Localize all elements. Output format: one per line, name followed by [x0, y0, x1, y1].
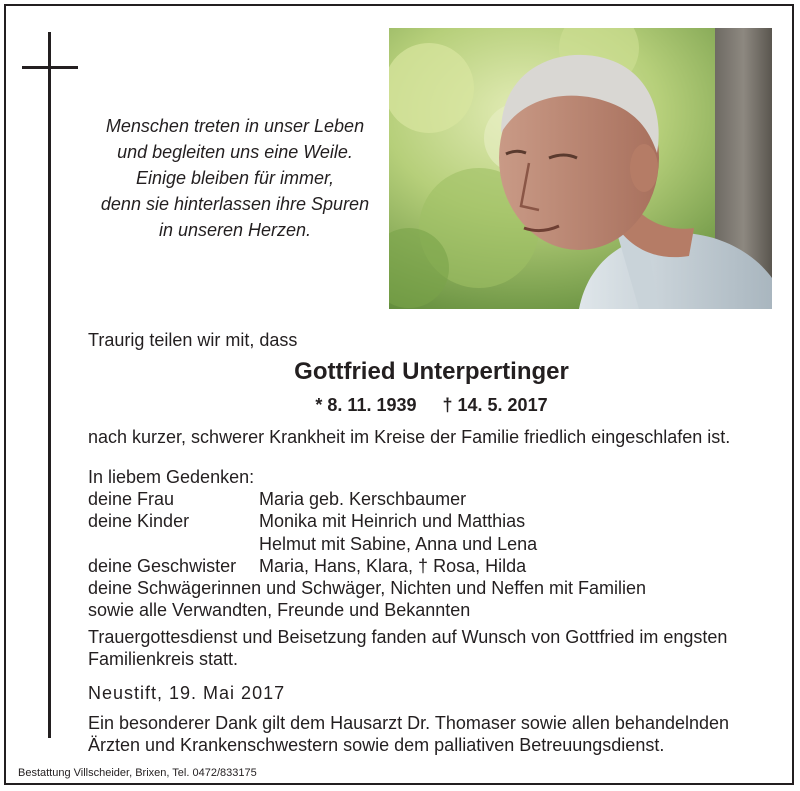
service-line: Trauergottesdienst und Beisetzung fanden auf Wunsch von Gottfried im engsten: [88, 627, 728, 647]
mourner-label: deine Frau: [88, 489, 175, 510]
mourner-line: sowie alle Verwandten, Freunde und Bekannten: [88, 600, 471, 621]
mourner-names: Maria, Hans, Klara, † Rosa, Hilda: [259, 555, 527, 576]
poem-line: Menschen treten in unser Leben: [105, 116, 365, 136]
poem-line: denn sie hinterlassen ihre Spuren: [100, 194, 370, 214]
portrait-image: [389, 28, 772, 309]
birth-date: * 8. 11. 1939: [315, 395, 417, 415]
poem-line: in unseren Herzen.: [158, 220, 312, 240]
portrait-photo: [389, 28, 772, 309]
service-line: Familienkreis statt.: [88, 649, 239, 669]
memorial-poem: [80, 113, 390, 243]
cross-vertical-bar: [48, 32, 51, 738]
funeral-home-footer: Bestattung Villscheider, Brixen, Tel. 0472/833175: [18, 767, 257, 779]
poem-line: und begleiten uns eine Weile.: [117, 142, 353, 162]
place-and-date: Neustift, 19. Mai 2017: [88, 683, 286, 703]
passing-phrase: nach kurzer, schwerer Krankheit im Kreise der Familie friedlich eingeschlafen ist.: [88, 427, 731, 447]
funeral-service-note: [88, 626, 727, 670]
life-dates: [88, 394, 775, 416]
thanks-line: Ein besonderer Dank gilt dem Hausarzt Dr. Thomaser sowie allen behandelnden: [88, 713, 730, 733]
mourner-label: deine Kinder: [88, 511, 190, 532]
death-date: † 14. 5. 2017: [442, 395, 548, 415]
mourners-heading: In liebem Gedenken:: [88, 467, 255, 487]
mourner-names: Monika mit Heinrich und Matthias: [259, 511, 526, 532]
thanks-note: [88, 712, 729, 756]
cross-horizontal-bar: [22, 66, 78, 69]
announcement-intro: Traurig teilen wir mit, dass: [88, 330, 298, 350]
mourner-label: deine Geschwister: [88, 555, 237, 576]
mourner-line: deine Schwägerinnen und Schwäger, Nichten und Neffen mit Familien: [88, 577, 646, 598]
thanks-line: Ärzten und Krankenschwestern sowie dem palliativen Betreuungsdienst.: [88, 735, 665, 755]
deceased-name: Gottfried Unterpertinger: [294, 358, 569, 385]
mourner-names: Helmut mit Sabine, Anna und Lena: [259, 533, 538, 554]
poem-line: Einige bleiben für immer,: [135, 168, 335, 188]
mourner-names: Maria geb. Kerschbaumer: [259, 489, 467, 510]
